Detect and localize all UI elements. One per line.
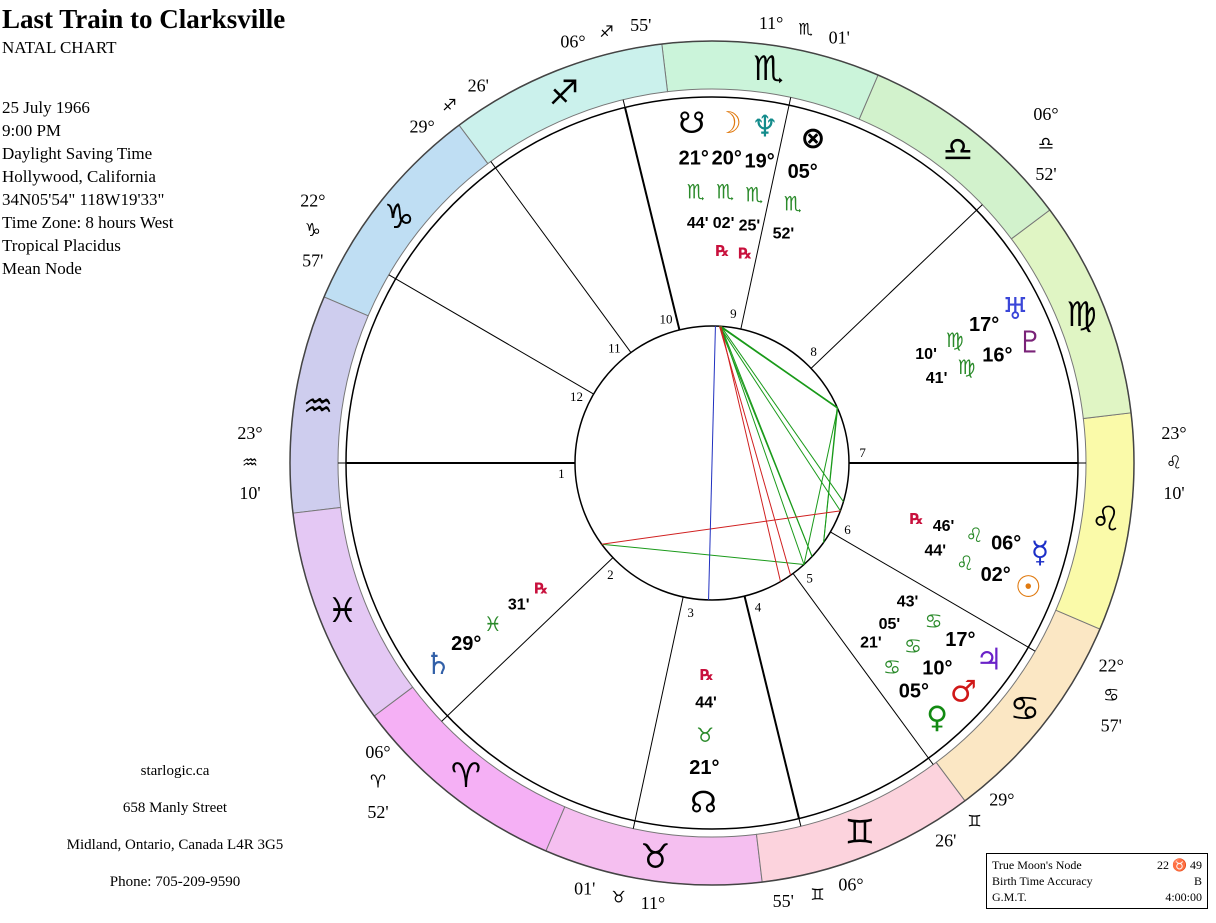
cusp-sign-icon: ♏ xyxy=(798,19,813,39)
house-number: 3 xyxy=(687,605,694,620)
cusp-degree: 22° xyxy=(1098,655,1124,676)
zodiac-sign-icon: ♋ xyxy=(1009,689,1041,729)
mercury-icon: ☿ xyxy=(1030,535,1050,571)
planet-minute: 46' xyxy=(932,517,955,535)
info-label: Birth Time Accuracy xyxy=(992,874,1093,888)
planet-sign-icon: ♏ xyxy=(783,191,802,216)
planet-minute: 44' xyxy=(695,694,717,712)
planet-sign-icon: ♏ xyxy=(716,179,735,204)
birth-date: 25 July 1966 xyxy=(2,98,90,117)
cusp-minute: 01' xyxy=(828,27,850,48)
planet-degree: 21° xyxy=(678,147,709,170)
cusp-degree: 29° xyxy=(989,789,1015,810)
planet-sign-icon: ♉ xyxy=(696,722,715,747)
cusp-degree: 23° xyxy=(237,423,263,443)
cusp-minute: 10' xyxy=(239,483,261,503)
south-node-position xyxy=(678,106,709,232)
planet-degree: 05° xyxy=(787,160,818,183)
cusp-degree: 06° xyxy=(838,874,864,895)
zodiac-sign-icon: ♐ xyxy=(548,73,580,114)
cusp-minute: 52' xyxy=(1035,163,1057,184)
planet-sign-icon: ♏ xyxy=(745,182,764,207)
cusp-minute: 55' xyxy=(630,14,652,35)
cusp-sign-icon: ♈ xyxy=(369,771,387,793)
cusp-degree: 22° xyxy=(300,190,326,211)
sun-position xyxy=(924,543,1041,606)
planet-sign-icon: ♍ xyxy=(945,328,964,353)
cusp-degree: 06° xyxy=(560,31,586,52)
cusp-tick xyxy=(977,205,983,211)
planet-sign-icon: ♍ xyxy=(957,355,976,380)
time-type: Daylight Saving Time xyxy=(2,144,153,163)
cusp-minute: 57' xyxy=(302,250,324,271)
cusp-minute: 55' xyxy=(772,891,794,912)
cusp-tick xyxy=(789,97,791,105)
planet-degree: 02° xyxy=(980,563,1011,586)
house-cusp-line xyxy=(396,279,594,394)
cusp-minute: 26' xyxy=(467,75,489,96)
cusp-tick xyxy=(623,100,625,108)
cusp-tick xyxy=(491,161,496,167)
coordinates: 34N05'54" 118W19'33" xyxy=(2,190,165,209)
jupiter-icon: ♃ xyxy=(975,642,1003,678)
planet-degree: 06° xyxy=(991,532,1022,555)
planet-degree: 17° xyxy=(945,628,976,651)
retrograde-icon: ℞ xyxy=(699,665,714,684)
cusp-sign-icon: ♒ xyxy=(241,452,259,474)
planet-minute: 52' xyxy=(772,225,795,243)
cusp-sign-icon: ♌ xyxy=(1165,452,1183,474)
cusp-minute: 10' xyxy=(1163,483,1185,503)
planet-minute: 44' xyxy=(686,214,709,232)
planet-minute: 43' xyxy=(896,593,919,611)
planet-degree: 20° xyxy=(711,147,742,170)
cusp-minute: 57' xyxy=(1100,715,1122,736)
mars-icon: ♂ xyxy=(949,674,977,710)
planet-sign-icon: ♏ xyxy=(686,179,705,204)
planet-sign-icon: ♋ xyxy=(883,654,901,679)
north-node-position xyxy=(689,666,719,821)
cusp-degree: 11° xyxy=(758,13,784,33)
chart-subtitle: NATAL CHART xyxy=(2,38,117,57)
house-cusp-line xyxy=(625,107,679,329)
cusp-tick xyxy=(928,758,933,764)
planet-degree: 05° xyxy=(898,680,930,703)
cusp-degree: 06° xyxy=(1033,103,1059,124)
planet-degree: 10° xyxy=(922,657,953,680)
cusp-tick xyxy=(1028,647,1035,651)
house-number: 2 xyxy=(607,567,614,583)
node-type: Mean Node xyxy=(2,259,82,278)
planet-degree: 19° xyxy=(744,150,775,173)
part-of-fortune-icon: ⊗ xyxy=(800,120,826,156)
retrograde-icon: ℞ xyxy=(738,244,752,263)
cusp-sign-icon: ♋ xyxy=(1103,685,1120,706)
cusp-minute: 52' xyxy=(367,802,389,823)
house-number: 9 xyxy=(730,306,737,321)
zodiac-sign-icon: ♎ xyxy=(942,130,974,171)
house-number: 5 xyxy=(806,570,813,586)
planet-minute: 10' xyxy=(915,346,937,364)
zodiac-sign-icon: ♊ xyxy=(844,812,876,853)
planet-minute: 44' xyxy=(924,542,947,560)
retrograde-icon: ℞ xyxy=(715,242,730,261)
retrograde-icon: ℞ xyxy=(909,510,924,528)
north-node-icon: ☊ xyxy=(690,785,717,821)
cusp-sign-icon: ♐ xyxy=(599,22,614,42)
planet-degree: 29° xyxy=(451,632,482,655)
saturn-position xyxy=(425,580,548,682)
cusp-sign-icon: ♊ xyxy=(967,811,982,831)
part-of-fortune-position xyxy=(773,121,826,243)
house-number: 4 xyxy=(754,599,762,615)
house-number: 7 xyxy=(859,445,866,460)
pluto-icon: ♇ xyxy=(1016,325,1044,361)
zodiac-sign-icon: ♌ xyxy=(1090,499,1122,540)
planet-sign-icon: ♌ xyxy=(965,522,984,547)
info-value: B xyxy=(1193,874,1202,888)
cusp-sign-icon: ♑ xyxy=(304,220,321,241)
zodiac-sign-icon: ♍ xyxy=(1066,295,1097,335)
planet-degree: 16° xyxy=(982,344,1013,367)
neptune-icon: ♆ xyxy=(751,109,779,145)
birth-time: 9:00 PM xyxy=(2,121,62,140)
house-cusp-line xyxy=(496,168,631,356)
phone: Phone: 705-209-9590 xyxy=(109,874,241,890)
house-number: 1 xyxy=(558,466,565,481)
chart-title: Last Train to Clarksville xyxy=(2,4,286,34)
zodiac-sign-icon: ♉ xyxy=(640,837,671,877)
moon-icon: ☽ xyxy=(715,105,742,141)
cusp-tick xyxy=(799,819,801,827)
cusp-sign-icon: ♉ xyxy=(611,887,626,907)
planet-minute: 02' xyxy=(712,214,735,232)
cusp-degree: 29° xyxy=(409,116,435,137)
cusp-degree: 06° xyxy=(365,742,391,763)
planet-degree: 21° xyxy=(689,756,720,779)
cusp-sign-icon: ♊ xyxy=(810,884,825,904)
planet-minute: 41' xyxy=(925,369,948,387)
info-value: 22 ♉ 49 xyxy=(1157,858,1202,872)
planet-minute: 25' xyxy=(738,217,761,235)
street-address: 658 Manly Street xyxy=(122,800,228,816)
cusp-minute: 01' xyxy=(574,878,596,899)
venus-icon: ♀ xyxy=(926,700,949,736)
planet-sign-icon: ♌ xyxy=(956,550,974,575)
house-number: 11 xyxy=(608,340,621,356)
house-number: 6 xyxy=(844,522,851,538)
info-value: 4:00:00 xyxy=(1165,890,1202,904)
house-cusp-line xyxy=(635,597,683,821)
birth-place: Hollywood, California xyxy=(2,167,156,186)
website: starlogic.ca xyxy=(140,763,210,779)
planet-sign-icon: ♋ xyxy=(924,608,943,633)
cusp-degree: 11° xyxy=(640,893,666,913)
planet-sign-icon: ♓ xyxy=(483,612,502,637)
zodiac-sign-icon: ♏ xyxy=(753,49,784,89)
cusp-degree: 23° xyxy=(1161,423,1187,443)
city-address: Midland, Ontario, Canada L4R 3G5 xyxy=(66,837,284,853)
moon-position xyxy=(712,106,742,260)
house-number: 8 xyxy=(810,343,817,359)
house-system: Tropical Placidus xyxy=(2,236,121,255)
cusp-tick xyxy=(442,716,448,722)
time-zone: Time Zone: 8 hours West xyxy=(2,213,174,232)
info-label: G.M.T. xyxy=(992,890,1027,904)
cusp-minute: 26' xyxy=(935,830,957,851)
zodiac-sign-icon: ♒ xyxy=(302,386,334,427)
south-node-icon: ☋ xyxy=(678,106,706,142)
cusp-tick xyxy=(389,275,396,279)
uranus-icon: ♅ xyxy=(1001,291,1029,327)
planet-minute: 05' xyxy=(878,616,901,634)
planet-sign-icon: ♋ xyxy=(904,634,922,659)
cusp-sign-icon: ♐ xyxy=(442,95,457,115)
retrograde-icon: ℞ xyxy=(534,579,548,598)
planet-minute: 21' xyxy=(860,634,882,652)
cusp-tick xyxy=(633,821,635,829)
house-number: 12 xyxy=(570,388,583,404)
zodiac-sign-icon: ♓ xyxy=(327,591,358,631)
zodiac-sign-icon: ♑ xyxy=(383,197,415,237)
house-cusp-line xyxy=(745,596,799,818)
planet-minute: 31' xyxy=(507,596,530,614)
saturn-icon: ♄ xyxy=(424,647,452,682)
house-number: 10 xyxy=(659,311,673,327)
sun-icon: ☉ xyxy=(1014,570,1042,606)
cusp-sign-icon: ♎ xyxy=(1037,133,1055,155)
planet-degree: 17° xyxy=(968,314,1000,337)
zodiac-sign-icon: ♈ xyxy=(450,755,482,796)
info-label: True Moon's Node xyxy=(992,858,1082,872)
mercury-position xyxy=(910,510,1049,570)
